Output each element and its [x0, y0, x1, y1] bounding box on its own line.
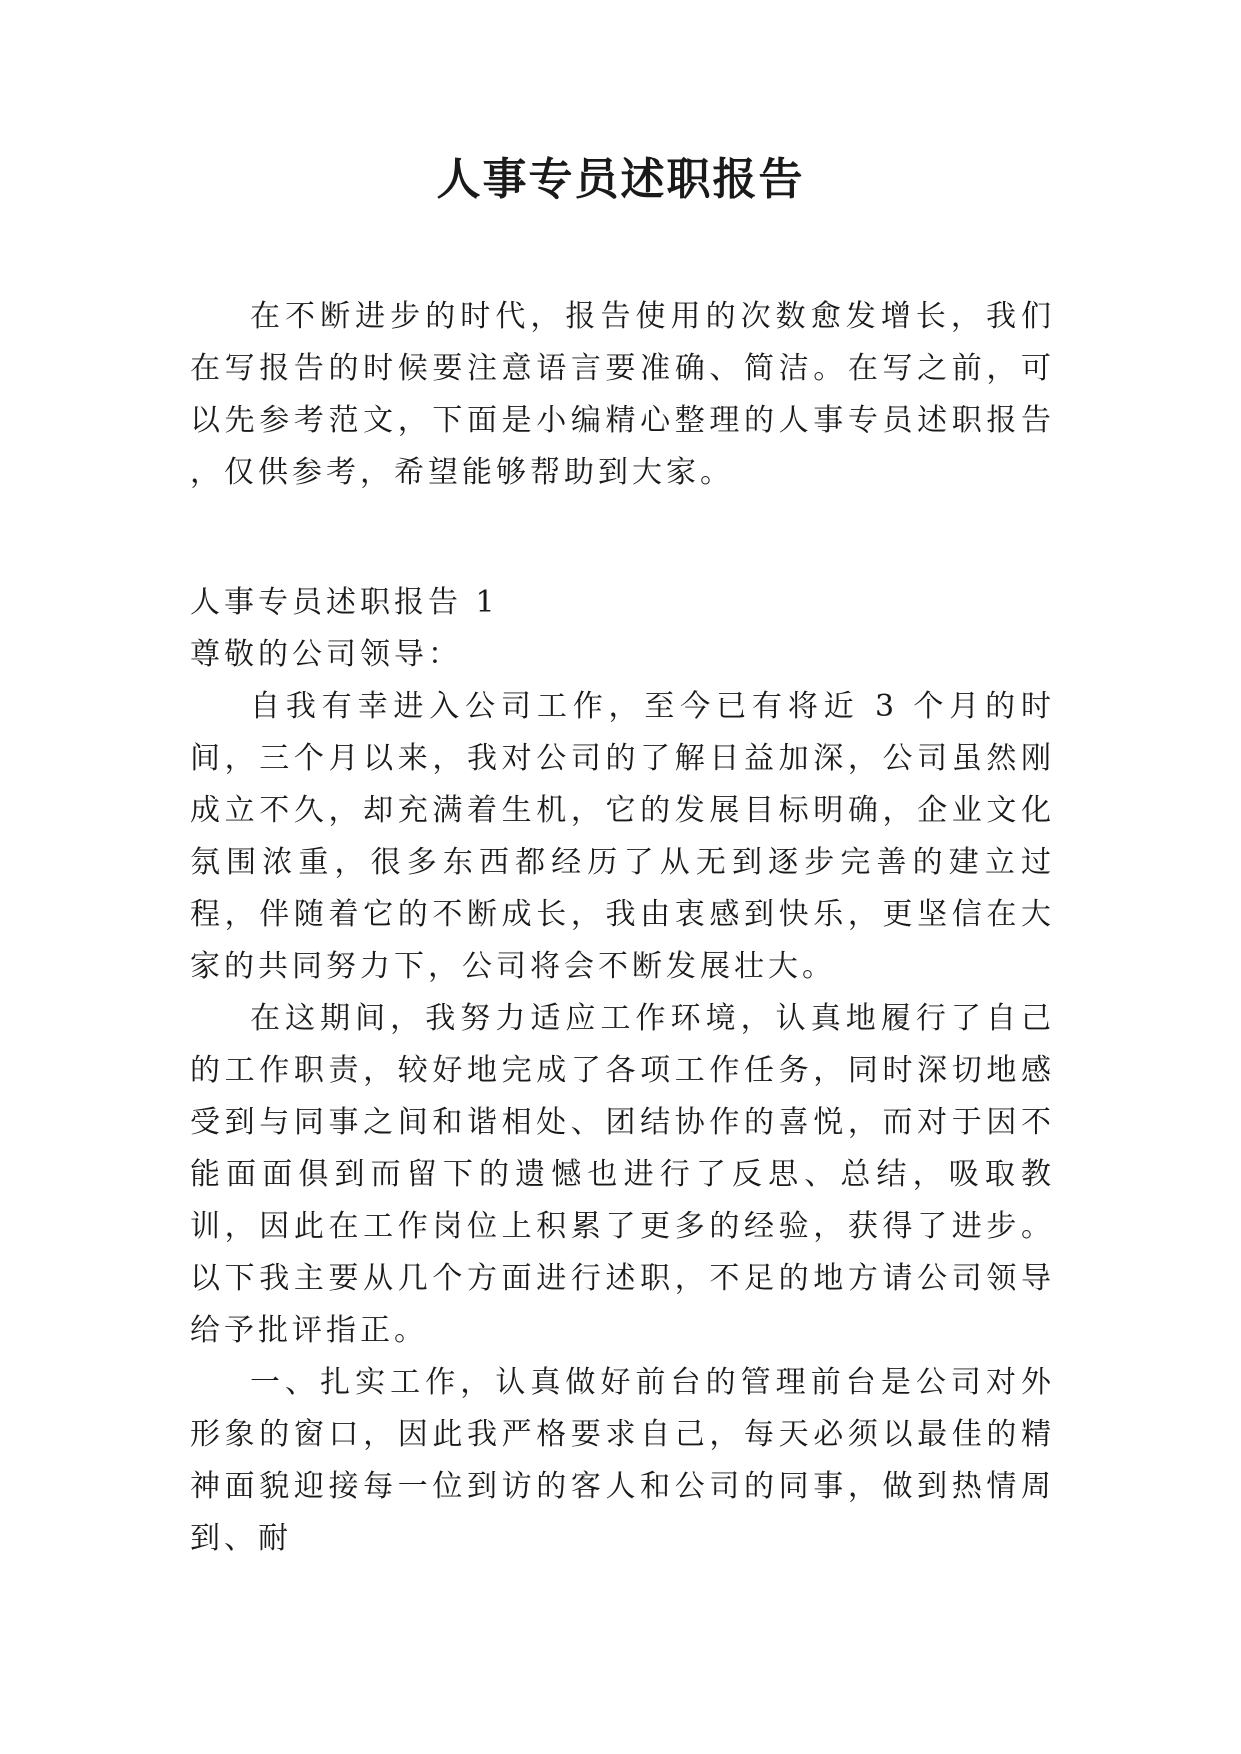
intro-paragraph: 在不断进步的时代，报告使用的次数愈发增长，我们在写报告的时候要注意语言要准确、简洁。在写之前，可以先参考范文，下面是小编精心整理的人事专员述职报告 ，仅供参考，希望能够帮助到大家。: [190, 299, 1055, 490]
section-heading: 人事专员述职报告 1: [190, 585, 499, 620]
report-section: [190, 577, 1055, 1565]
body-paragraph: 在这期间，我努力适应工作环境，认真地履行了自己的工作职责，较好地完成了各项工作任务，同时深切地感受到与同事之间和谐相处、团结协作的喜悦，而对于因不能面面俱到而留下的遗憾也进行了反思、总结，吸取教训，因此在工作岗位上积累了更多的经验，获得了进步。以下我主要从几个方面进行述职，不足的地方请公司领导给予批评指正。: [190, 1001, 1055, 1348]
intro-block: [190, 291, 1055, 499]
salutation: 尊敬的公司领导：: [190, 637, 462, 672]
document-title: 人事专员述职报告: [436, 154, 805, 205]
body-paragraph: 自我有幸进入公司工作，至今已有将近 3 个月的时间，三个月以来，我对公司的了解日益加深，公司虽然刚成立不久，却充满着生机，它的发展目标明确，企业文化氛围浓重，很多东西都经历了从无到逐步完善的建立过程，伴随着它的不断成长，我由衷感到快乐，更坚信在大家的共同努力下，公司将会不断发展壮大。: [190, 689, 1055, 984]
body-paragraph: 一、扎实工作，认真做好前台的管理前台是公司对外形象的窗口，因此我严格要求自己，每天必须以最佳的精神面貌迎接每一位到访的客人和公司的同事，做到热情周到、耐: [190, 1365, 1055, 1556]
